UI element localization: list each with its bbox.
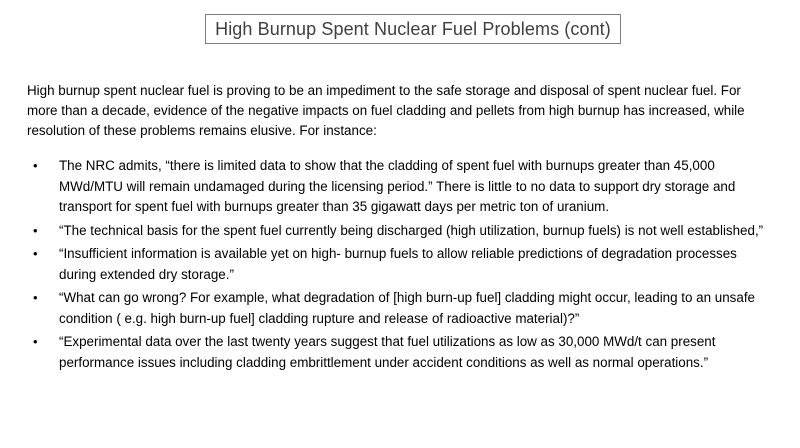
bullet-item xyxy=(27,244,767,285)
intro-paragraph: High burnup spent nuclear fuel is proving to be an impediment to the safe storage and disposal of spent nuclear fuel. For more than a decade, evidence of the negative impacts on fuel cladding and pellets from high burnup has increased, while resolution of these problems remains elusive. For instance: xyxy=(27,83,745,138)
bullet-text: “Experimental data over the last twenty years suggest that fuel utilizations as low as 30,000 MWd/t can present performance issues including cladding embrittlement under accident conditions as well as normal operations.” xyxy=(59,334,716,370)
bullet-text: “The technical basis for the spent fuel currently being discharged (high utilization, burnup fuels) is not well established,” xyxy=(59,222,764,238)
bullet-item xyxy=(27,332,767,373)
slide-title: High Burnup Spent Nuclear Fuel Problems (cont) xyxy=(215,18,611,39)
bullet-item xyxy=(27,288,767,329)
bullet-dot-icon: • xyxy=(33,222,38,238)
bullet-text: “What can go wrong? For example, what degradation of [high burn-up fuel] cladding might occur, leading to an unsafe condition ( e.g. high burn-up fuel] cladding rupture and release of radioactive material)?” xyxy=(59,290,755,326)
bullet-dot-icon: • xyxy=(33,334,38,349)
bullet-list xyxy=(27,156,767,376)
slide-title-box xyxy=(205,14,621,44)
bullet-item xyxy=(27,156,767,218)
bullet-text: The NRC admits, “there is limited data to show that the cladding of spent fuel with burnups greater than 45,000 MWd/MTU will remain undamaged during the licensing period.” There is little to no data to support dry storage and transport for spent fuel with burnups greater than 35 gigawatt days per metric ton of uranium. xyxy=(59,158,736,214)
bullet-dot-icon: • xyxy=(33,246,38,261)
bullet-item xyxy=(27,221,767,242)
bullet-text: “Insufficient information is available yet on high- burnup fuels to allow reliable predictions of degradation processes during extended dry storage.” xyxy=(59,246,737,282)
bullet-dot-icon: • xyxy=(33,158,38,173)
bullet-dot-icon: • xyxy=(33,290,38,305)
